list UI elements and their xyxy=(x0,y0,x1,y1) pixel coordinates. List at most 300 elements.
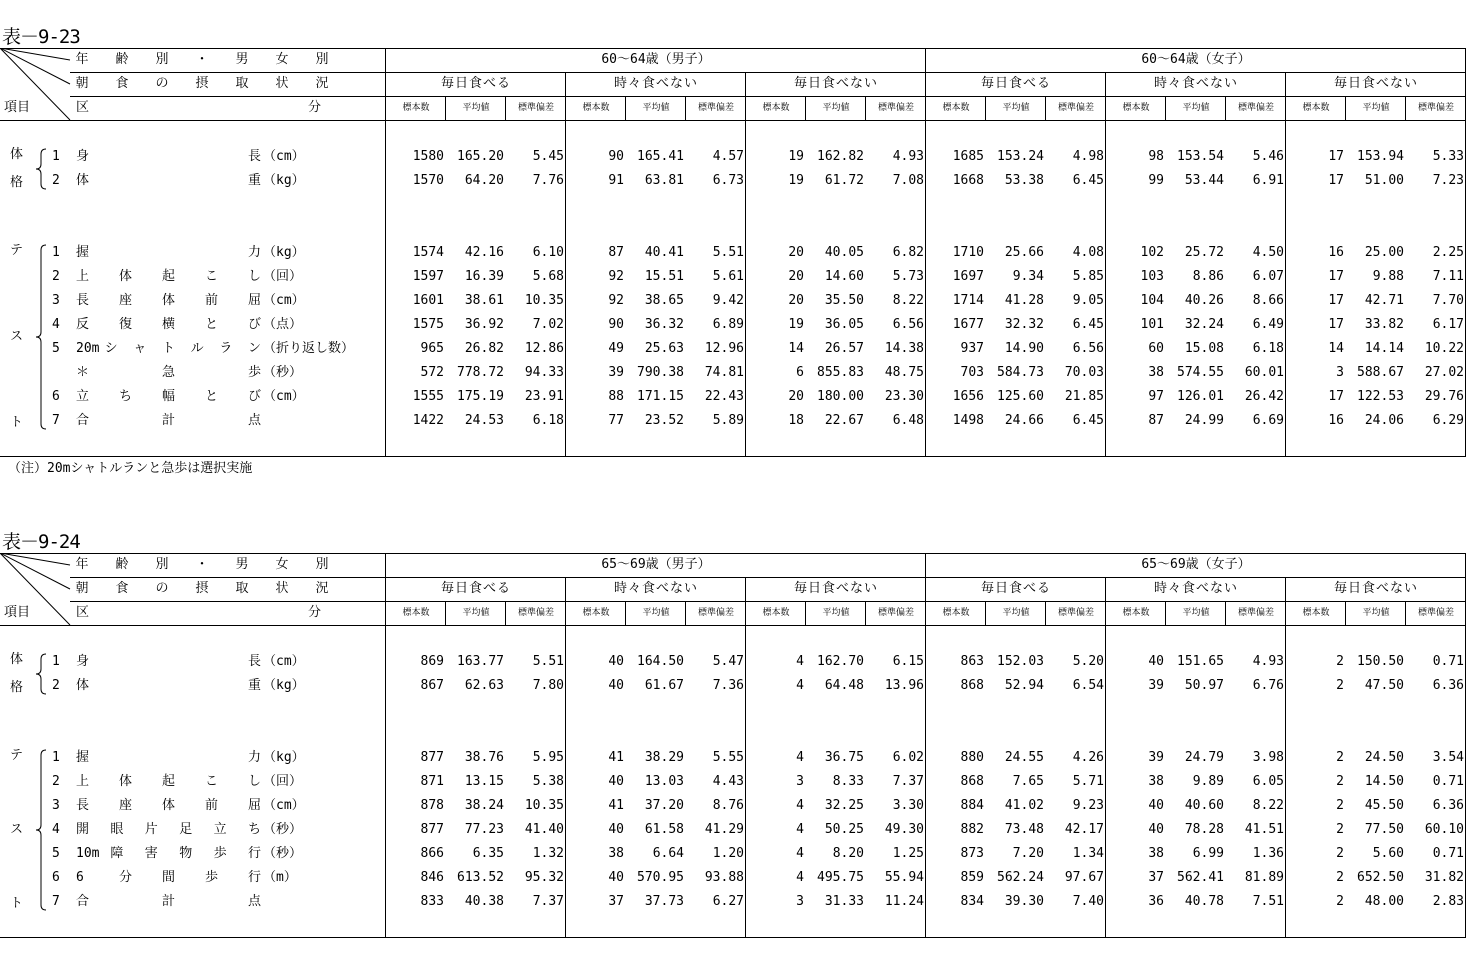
cell-value: 9.23 xyxy=(1072,798,1104,813)
row-label-end: 歩 xyxy=(248,365,262,380)
cell-value: 2.83 xyxy=(1432,894,1464,909)
cell-value: 24.55 xyxy=(1004,750,1044,765)
stub-header-breakfast: 取 xyxy=(235,76,249,91)
cell-value: 6.89 xyxy=(712,317,744,332)
row-label-end: 点 xyxy=(248,894,262,909)
cell-value: 4.57 xyxy=(712,149,744,164)
cell-value: 3.98 xyxy=(1252,750,1284,765)
cell-value: 1555 xyxy=(412,389,444,404)
cell-value: 103 xyxy=(1140,269,1164,284)
subgroup-header: 毎日食べる xyxy=(440,581,511,596)
cell-value: 846 xyxy=(420,870,444,885)
cell-value: 2 xyxy=(1336,654,1344,669)
cell-value: 42.17 xyxy=(1064,822,1104,837)
cell-value: 5.95 xyxy=(532,750,564,765)
cell-value: 165.41 xyxy=(637,149,684,164)
cell-value: 36.32 xyxy=(644,317,684,332)
cell-value: 153.24 xyxy=(997,149,1044,164)
cell-value: 8.66 xyxy=(1252,293,1284,308)
cell-value: 4 xyxy=(796,846,804,861)
cell-value: 13.03 xyxy=(644,774,684,789)
cell-value: 180.00 xyxy=(817,389,864,404)
column-header: 標準偏差 xyxy=(697,608,734,618)
cell-value: 6.15 xyxy=(892,654,924,669)
row-label-char: ＊ xyxy=(76,365,90,380)
cell-value: 16.39 xyxy=(464,269,504,284)
row-label-end: ち xyxy=(248,822,262,837)
cell-value: 38.76 xyxy=(464,750,504,765)
row-label-char: 起 xyxy=(162,269,176,284)
column-header: 標本数 xyxy=(1122,103,1150,113)
cell-value: 49 xyxy=(608,341,624,356)
section-label: 体 xyxy=(10,147,24,162)
cell-value: 40 xyxy=(608,678,624,693)
row-label-char: 体 xyxy=(76,173,90,188)
stub-header-age-sex: 年 xyxy=(75,557,89,572)
cell-value: 2 xyxy=(1336,894,1344,909)
cell-value: 53.44 xyxy=(1184,173,1224,188)
cell-value: 31.33 xyxy=(824,894,864,909)
cell-value: 5.46 xyxy=(1252,149,1284,164)
cell-value: 1422 xyxy=(412,413,444,428)
cell-value: 40.38 xyxy=(464,894,504,909)
cell-value: 4.08 xyxy=(1072,245,1104,260)
column-header: 標準偏差 xyxy=(1417,608,1454,618)
cell-value: 1574 xyxy=(412,245,444,260)
cell-value: 3 xyxy=(796,894,804,909)
cell-value: 2.25 xyxy=(1432,245,1464,260)
cell-value: 8.22 xyxy=(892,293,924,308)
row-label-end: 重 xyxy=(248,678,262,693)
cell-value: 12.96 xyxy=(704,341,744,356)
column-header: 標本数 xyxy=(762,608,790,618)
column-header: 標本数 xyxy=(582,608,610,618)
cell-value: 4.98 xyxy=(1072,149,1104,164)
cell-value: 1656 xyxy=(952,389,984,404)
group-header: 60～64歳（男子） xyxy=(601,52,711,67)
diagonal-line xyxy=(0,553,70,589)
stub-header-age-sex: 別 xyxy=(315,52,329,67)
cell-value: 29.76 xyxy=(1424,389,1464,404)
row-label-end: 力 xyxy=(248,245,262,260)
cell-value: 40 xyxy=(608,870,624,885)
cell-value: 572 xyxy=(420,365,444,380)
cell-value: 40 xyxy=(608,774,624,789)
cell-value: 5.89 xyxy=(712,413,744,428)
section-label: テ xyxy=(10,748,24,763)
cell-value: 38.29 xyxy=(644,750,684,765)
cell-value: 869 xyxy=(420,654,444,669)
row-label-char: 復 xyxy=(119,317,133,332)
row-label-char: 起 xyxy=(162,774,176,789)
cell-value: 38 xyxy=(1148,365,1164,380)
cell-value: 88 xyxy=(608,389,624,404)
cell-value: 17 xyxy=(1328,149,1344,164)
cell-value: 5.45 xyxy=(532,149,564,164)
cell-value: 40 xyxy=(1148,654,1164,669)
row-label-char: 合 xyxy=(76,413,90,428)
row-label-char: こ xyxy=(205,774,219,789)
row-label-end: 重 xyxy=(248,173,262,188)
row-unit: （点） xyxy=(263,317,303,332)
row-label-end: し xyxy=(248,269,262,284)
cell-value: 884 xyxy=(960,798,984,813)
row-label-char: 体 xyxy=(162,798,176,813)
column-header: 平均値 xyxy=(462,103,490,113)
cell-value: 23.30 xyxy=(884,389,924,404)
cell-value: 50.25 xyxy=(824,822,864,837)
cell-value: 151.65 xyxy=(1177,654,1224,669)
cell-value: 163.77 xyxy=(457,654,504,669)
stub-header-age-sex: 男 xyxy=(235,52,249,67)
cell-value: 125.60 xyxy=(997,389,1044,404)
column-header: 平均値 xyxy=(642,608,670,618)
cell-value: 7.37 xyxy=(532,894,564,909)
column-header: 標本数 xyxy=(942,103,970,113)
cell-value: 97.67 xyxy=(1064,870,1104,885)
subgroup-header: 時々食べない xyxy=(1153,581,1238,596)
cell-value: 64.20 xyxy=(464,173,504,188)
row-label-char: こ xyxy=(205,269,219,284)
row-unit: （回） xyxy=(263,269,303,284)
row-number: 3 xyxy=(52,293,60,308)
cell-value: 9.05 xyxy=(1072,293,1104,308)
cell-value: 3.30 xyxy=(892,798,924,813)
row-label-char: 体 xyxy=(76,678,90,693)
cell-value: 6.56 xyxy=(892,317,924,332)
column-header: 標本数 xyxy=(1122,608,1150,618)
cell-value: 1.36 xyxy=(1252,846,1284,861)
cell-value: 652.50 xyxy=(1357,870,1404,885)
stub-header-ku: 区 xyxy=(76,605,90,620)
cell-value: 17 xyxy=(1328,293,1344,308)
stub-header-koumoku: 項目 xyxy=(4,100,31,115)
row-label-char: 握 xyxy=(76,245,90,260)
cell-value: 6.07 xyxy=(1252,269,1284,284)
row-label-char: 身 xyxy=(76,654,90,669)
row-number: 6 xyxy=(52,870,60,885)
cell-value: 6.17 xyxy=(1432,317,1464,332)
cell-value: 14.60 xyxy=(824,269,864,284)
cell-value: 7.11 xyxy=(1432,269,1464,284)
cell-value: 77 xyxy=(608,413,624,428)
cell-value: 126.01 xyxy=(1177,389,1224,404)
cell-value: 13.96 xyxy=(884,678,924,693)
cell-value: 4 xyxy=(796,654,804,669)
row-label-char: 急 xyxy=(162,365,176,380)
table-title-9-23: 表－9-23 xyxy=(2,26,80,48)
cell-value: 92 xyxy=(608,293,624,308)
row-label-char: 体 xyxy=(119,774,133,789)
cell-value: 0.71 xyxy=(1432,654,1464,669)
cell-value: 4 xyxy=(796,678,804,693)
row-number: 2 xyxy=(52,173,60,188)
cell-value: 77.50 xyxy=(1364,822,1404,837)
stub-header-ku: 区 xyxy=(76,100,90,115)
cell-value: 87 xyxy=(1148,413,1164,428)
stub-header-age-sex: 女 xyxy=(275,52,289,67)
cell-value: 41.28 xyxy=(1004,293,1044,308)
stub-header-age-sex: 別 xyxy=(155,557,169,572)
column-header: 標本数 xyxy=(762,103,790,113)
cell-value: 19 xyxy=(788,173,804,188)
cell-value: 5.51 xyxy=(712,245,744,260)
cell-value: 19 xyxy=(788,149,804,164)
cell-value: 1.25 xyxy=(892,846,924,861)
row-label-char: ト xyxy=(162,341,176,356)
cell-value: 24.50 xyxy=(1364,750,1404,765)
row-label-char: 20m xyxy=(76,341,100,356)
cell-value: 8.33 xyxy=(832,774,864,789)
cell-value: 7.36 xyxy=(712,678,744,693)
row-unit: （cm） xyxy=(263,654,305,669)
row-unit: （cm） xyxy=(263,149,305,164)
cell-value: 1.20 xyxy=(712,846,744,861)
cell-value: 38 xyxy=(1148,846,1164,861)
cell-value: 25.66 xyxy=(1004,245,1044,260)
cell-value: 2 xyxy=(1336,678,1344,693)
cell-value: 153.94 xyxy=(1357,149,1404,164)
cell-value: 24.53 xyxy=(464,413,504,428)
cell-value: 32.32 xyxy=(1004,317,1044,332)
cell-value: 866 xyxy=(420,846,444,861)
cell-value: 3.54 xyxy=(1432,750,1464,765)
column-header: 標準偏差 xyxy=(697,103,734,113)
cell-value: 6.45 xyxy=(1072,173,1104,188)
row-number: 7 xyxy=(52,894,60,909)
cell-value: 6.18 xyxy=(532,413,564,428)
cell-value: 8.20 xyxy=(832,846,864,861)
cell-value: 4 xyxy=(796,870,804,885)
cell-value: 23.52 xyxy=(644,413,684,428)
cell-value: 8.86 xyxy=(1192,269,1224,284)
cell-value: 25.00 xyxy=(1364,245,1404,260)
cell-value: 16 xyxy=(1328,413,1344,428)
cell-value: 63.81 xyxy=(644,173,684,188)
cell-value: 1685 xyxy=(952,149,984,164)
stub-header-breakfast: 状 xyxy=(275,76,289,91)
cell-value: 9.89 xyxy=(1192,774,1224,789)
cell-value: 6.76 xyxy=(1252,678,1284,693)
cell-value: 38.61 xyxy=(464,293,504,308)
cell-value: 165.20 xyxy=(457,149,504,164)
cell-value: 26.57 xyxy=(824,341,864,356)
stub-header-age-sex: 男 xyxy=(235,557,249,572)
cell-value: 6.56 xyxy=(1072,341,1104,356)
row-label-char: 体 xyxy=(162,293,176,308)
stub-header-age-sex: 別 xyxy=(155,52,169,67)
row-unit: （折り返し数） xyxy=(263,341,355,356)
section-label: ス xyxy=(10,822,24,837)
cell-value: 4.43 xyxy=(712,774,744,789)
cell-value: 1597 xyxy=(412,269,444,284)
cell-value: 871 xyxy=(420,774,444,789)
cell-value: 6.54 xyxy=(1072,678,1104,693)
row-label-char: 長 xyxy=(76,293,90,308)
cell-value: 36.92 xyxy=(464,317,504,332)
cell-value: 16 xyxy=(1328,245,1344,260)
column-header: 平均値 xyxy=(822,608,850,618)
cell-value: 35.50 xyxy=(824,293,864,308)
row-label-char: 害 xyxy=(144,846,158,861)
cell-value: 5.85 xyxy=(1072,269,1104,284)
row-label-end: び xyxy=(248,317,262,332)
diagonal-line xyxy=(0,48,70,84)
table-9-24 xyxy=(0,553,1466,937)
stub-header-breakfast: 食 xyxy=(115,76,129,91)
bottom-border xyxy=(0,937,1466,938)
cell-value: 4 xyxy=(796,822,804,837)
stub-header-breakfast: 取 xyxy=(235,581,249,596)
column-header: 標準偏差 xyxy=(1237,608,1274,618)
row-label-char: 握 xyxy=(76,750,90,765)
cell-value: 33.82 xyxy=(1364,317,1404,332)
cell-value: 70.03 xyxy=(1064,365,1104,380)
cell-value: 41.51 xyxy=(1244,822,1284,837)
row-number: 6 xyxy=(52,389,60,404)
row-label-char: 歩 xyxy=(213,846,227,861)
cell-value: 53.38 xyxy=(1004,173,1044,188)
cell-value: 965 xyxy=(420,341,444,356)
cell-value: 51.00 xyxy=(1364,173,1404,188)
row-label-end: 行 xyxy=(248,846,262,861)
cell-value: 164.50 xyxy=(637,654,684,669)
column-header: 平均値 xyxy=(1002,103,1030,113)
stub-header-breakfast: 朝 xyxy=(75,581,89,596)
stub-header-breakfast: 摂 xyxy=(195,581,209,596)
cell-value: 834 xyxy=(960,894,984,909)
cell-value: 31.82 xyxy=(1424,870,1464,885)
cell-value: 1580 xyxy=(412,149,444,164)
stub-header-breakfast: 況 xyxy=(315,76,329,91)
cell-value: 91 xyxy=(608,173,624,188)
stub-header-breakfast: 況 xyxy=(315,581,329,596)
cell-value: 8.76 xyxy=(712,798,744,813)
row-unit: （kg） xyxy=(263,245,305,260)
cell-value: 2 xyxy=(1336,846,1344,861)
cell-value: 64.48 xyxy=(824,678,864,693)
row-label-char: 反 xyxy=(76,317,90,332)
cell-value: 94.33 xyxy=(524,365,564,380)
cell-value: 61.72 xyxy=(824,173,864,188)
cell-value: 40.05 xyxy=(824,245,864,260)
cell-value: 859 xyxy=(960,870,984,885)
cell-value: 4.50 xyxy=(1252,245,1284,260)
cell-value: 23.91 xyxy=(524,389,564,404)
cell-value: 5.33 xyxy=(1432,149,1464,164)
stub-header-age-sex: 齢 xyxy=(115,557,129,572)
cell-value: 588.67 xyxy=(1357,365,1404,380)
cell-value: 92 xyxy=(608,269,624,284)
cell-value: 1.34 xyxy=(1072,846,1104,861)
row-label-char: ャ xyxy=(133,341,147,356)
row-label-char: 計 xyxy=(162,894,176,909)
cell-value: 60 xyxy=(1148,341,1164,356)
cell-value: 2 xyxy=(1336,822,1344,837)
stub-header-breakfast: の xyxy=(155,76,169,91)
row-label-end: ン xyxy=(248,341,262,356)
cell-value: 42.16 xyxy=(464,245,504,260)
cell-value: 7.80 xyxy=(532,678,564,693)
cell-value: 24.79 xyxy=(1184,750,1224,765)
row-label-char: 身 xyxy=(76,149,90,164)
cell-value: 95.32 xyxy=(524,870,564,885)
row-unit: （m） xyxy=(263,870,297,885)
stub-header-age-sex: 女 xyxy=(275,557,289,572)
cell-value: 7.08 xyxy=(892,173,924,188)
cell-value: 863 xyxy=(960,654,984,669)
cell-value: 2 xyxy=(1336,798,1344,813)
cell-value: 6.49 xyxy=(1252,317,1284,332)
row-label-char: シ xyxy=(104,341,118,356)
row-label-char: 合 xyxy=(76,894,90,909)
subgroup-header: 毎日食べない xyxy=(793,76,878,91)
cell-value: 152.03 xyxy=(997,654,1044,669)
cell-value: 562.41 xyxy=(1177,870,1224,885)
row-label-char: ル xyxy=(190,341,204,356)
cell-value: 40.26 xyxy=(1184,293,1224,308)
cell-value: 855.83 xyxy=(817,365,864,380)
row-label-char: 体 xyxy=(119,269,133,284)
cell-value: 40.60 xyxy=(1184,798,1224,813)
cell-value: 40 xyxy=(1148,822,1164,837)
row-label-char: ち xyxy=(119,389,133,404)
row-label-char: 足 xyxy=(179,822,193,837)
row-number: 4 xyxy=(52,317,60,332)
cell-value: 703 xyxy=(960,365,984,380)
cell-value: 1601 xyxy=(412,293,444,308)
cell-value: 1498 xyxy=(952,413,984,428)
row-label-char: 立 xyxy=(213,822,227,837)
cell-value: 3 xyxy=(796,774,804,789)
row-label-char: 10m xyxy=(76,846,100,861)
cell-value: 36 xyxy=(1148,894,1164,909)
cell-value: 102 xyxy=(1140,245,1164,260)
section-label: ト xyxy=(10,415,24,430)
column-header: 標本数 xyxy=(1302,103,1330,113)
cell-value: 93.88 xyxy=(704,870,744,885)
cell-value: 17 xyxy=(1328,269,1344,284)
subgroup-header: 時々食べない xyxy=(1153,76,1238,91)
cell-value: 7.37 xyxy=(892,774,924,789)
cell-value: 17 xyxy=(1328,173,1344,188)
row-number: 5 xyxy=(52,846,60,861)
cell-value: 19 xyxy=(788,317,804,332)
row-unit: （cm） xyxy=(263,798,305,813)
row-label-char: 6 xyxy=(76,870,84,885)
row-label-end: 屈 xyxy=(248,293,262,308)
cell-value: 5.55 xyxy=(712,750,744,765)
stub-header-age-sex: 齢 xyxy=(115,52,129,67)
cell-value: 48.00 xyxy=(1364,894,1404,909)
cell-value: 9.88 xyxy=(1372,269,1404,284)
cell-value: 77.23 xyxy=(464,822,504,837)
cell-value: 14.90 xyxy=(1004,341,1044,356)
cell-value: 25.72 xyxy=(1184,245,1224,260)
subgroup-header: 毎日食べない xyxy=(1333,76,1418,91)
cell-value: 6.69 xyxy=(1252,413,1284,428)
cell-value: 17 xyxy=(1328,389,1344,404)
subgroup-header: 毎日食べる xyxy=(980,581,1051,596)
stub-header-age-sex: 年 xyxy=(75,52,89,67)
cell-value: 38.65 xyxy=(644,293,684,308)
row-label-char: 上 xyxy=(76,774,90,789)
cell-value: 99 xyxy=(1148,173,1164,188)
cell-value: 90 xyxy=(608,317,624,332)
column-header: 標本数 xyxy=(1302,608,1330,618)
cell-value: 2 xyxy=(1336,774,1344,789)
cell-value: 7.51 xyxy=(1252,894,1284,909)
